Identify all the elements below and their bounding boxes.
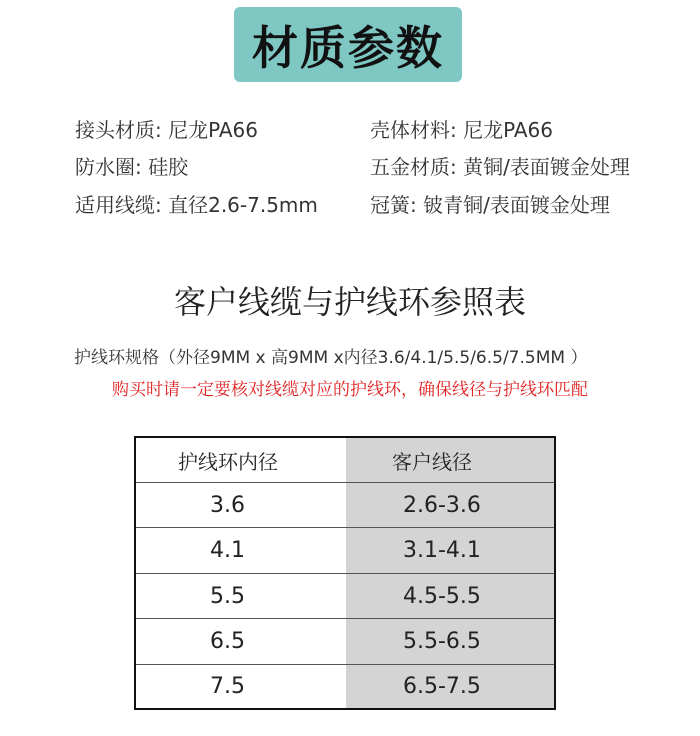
header-ring-inner-diameter: 护线环内径 — [178, 449, 278, 474]
reference-table — [134, 436, 556, 710]
ring-spec-line: 护线环规格（外径9MM x 高9MM x内径3.6/4.1/5.5/6.5/7.5MM ） — [74, 348, 588, 368]
spec-shell-material: 壳体材料: 尼龙PA66 — [370, 118, 554, 142]
header-customer-cable-diameter: 客户线径 — [392, 449, 472, 474]
cable-range-cell: 3.1-4.1 — [403, 538, 481, 563]
table-row — [136, 665, 554, 708]
cable-range-cell: 6.5-7.5 — [403, 674, 481, 699]
ring-diameter-cell: 7.5 — [210, 674, 245, 699]
ring-diameter-cell: 5.5 — [210, 583, 245, 609]
section-title: 客户线缆与护线环参照表 — [173, 283, 526, 321]
title-badge — [234, 7, 462, 82]
purchase-warning: 购买时请一定要核对线缆对应的护线环，确保线径与护线环匹配 — [112, 380, 588, 400]
table-row — [136, 619, 554, 664]
cable-range-cell: 5.5-6.5 — [403, 629, 481, 654]
page-title: 材质参数 — [252, 20, 444, 75]
spec-hardware-material: 五金材质: 黄铜/表面镀金处理 — [370, 155, 630, 179]
ring-diameter-cell: 4.1 — [210, 538, 245, 563]
table-row — [136, 574, 554, 618]
ring-diameter-cell: 3.6 — [210, 492, 245, 518]
cable-range-cell: 2.6-3.6 — [403, 492, 481, 518]
spec-seal-ring: 防水圈: 硅胶 — [75, 155, 189, 179]
cable-range-cell: 4.5-5.5 — [403, 583, 481, 609]
table-header-row — [136, 438, 554, 482]
table-row — [136, 483, 554, 527]
spec-cable-range: 适用线缆: 直径2.6-7.5mm — [75, 193, 318, 217]
spec-crown-spring: 冠簧: 铍青铜/表面镀金处理 — [370, 193, 610, 217]
spec-joint-material: 接头材质: 尼龙PA66 — [75, 118, 259, 142]
ring-diameter-cell: 6.5 — [210, 629, 245, 654]
table-row — [136, 528, 554, 573]
